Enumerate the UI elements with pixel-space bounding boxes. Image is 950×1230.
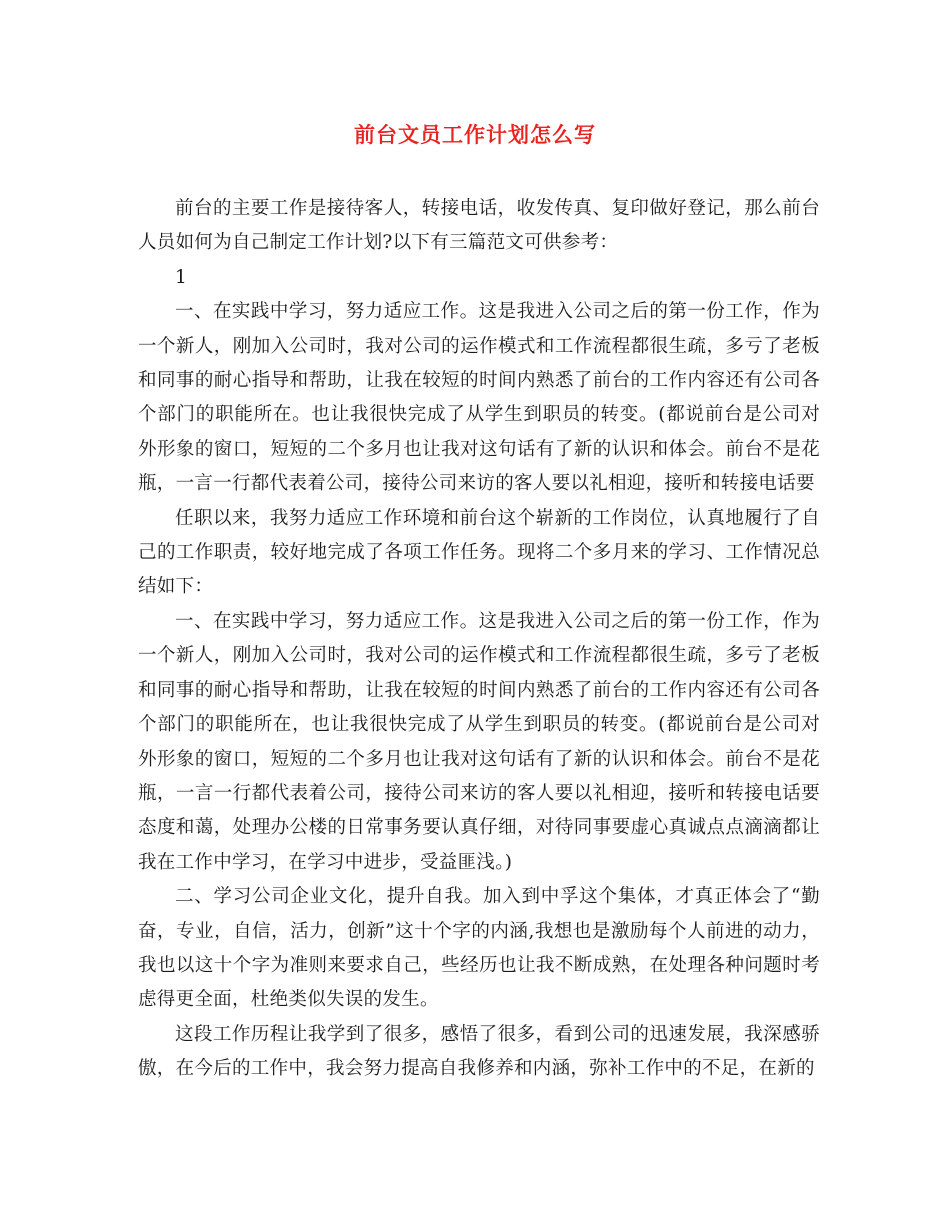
- paragraph-since-appointment: 任职以来，我努力适应工作环境和前台这个崭新的工作岗位，认真地履行了自己的工作职责，较好地完成了各项工作任务。现将二个多月来的学习、工作情况总结如下：: [138, 507, 820, 598]
- section-number: 1: [175, 266, 188, 288]
- paragraph-corporate-culture: 二、学习公司企业文化，提升自我。加入到中孚这个集体，才真正体会了“勤奋，专业，自信，活力，创新”这十个字的内涵,我想也是激励每个人前进的动力，我也以这十个字为准则来要求自己，些经历也让我不断成熟，在处理各种问题时考虑得更全面，杜绝类似失误的发生。: [138, 886, 820, 1011]
- paragraph-conclusion: 这段工作历程让我学到了很多，感悟了很多，看到公司的迅速发展，我深感骄傲，在今后的工作中，我会努力提高自我修养和内涵，弥补工作中的不足，在新的: [138, 1023, 820, 1080]
- paragraph-practice-learning-repeat: 一、在实践中学习，努力适应工作。这是我进入公司之后的第一份工作，作为一个新人，刚加入公司时，我对公司的运作模式和工作流程都很生疏，多亏了老板和同事的耐心指导和帮助，让我在较短的时间内熟悉了前台的工作内容还有公司各个部门的职能所在，也让我很快完成了从学生到职员的转变。(都说前台是公司对外形象的窗口，短短的二个多月也让我对这句话有了新的认识和体会。前台不是花瓶，一言一行都代表着公司，接待公司来访的客人要以礼相迎，接听和转接电话要态度和蔼，处理办公楼的日常事务要认真仔细，对待同事要虚心真诚点点滴滴都让我在工作中学习，在学习中进步，受益匪浅。): [138, 610, 820, 873]
- paragraph-intro: 前台的主要工作是接待客人，转接电话，收发传真、复印做好登记，那么前台人员如何为自己制定工作计划?以下有三篇范文可供参考：: [138, 198, 820, 254]
- document-title: 前台文员工作计划怎么写: [354, 122, 596, 147]
- paragraph-practice-learning: 一、在实践中学习，努力适应工作。这是我进入公司之后的第一份工作，作为一个新人，刚加入公司时，我对公司的运作模式和工作流程都很生疏，多亏了老板和同事的耐心指导和帮助，让我在较短的时间内熟悉了前台的工作内容还有公司各个部门的职能所在。也让我很快完成了从学生到职员的转变。(都说前台是公司对外形象的窗口，短短的二个多月也让我对这句话有了新的认识和体会。前台不是花瓶，一言一行都代表着公司，接待公司来访的客人要以礼相迎，接听和转接电话要: [138, 301, 820, 495]
- document-body: [138, 192, 820, 1087]
